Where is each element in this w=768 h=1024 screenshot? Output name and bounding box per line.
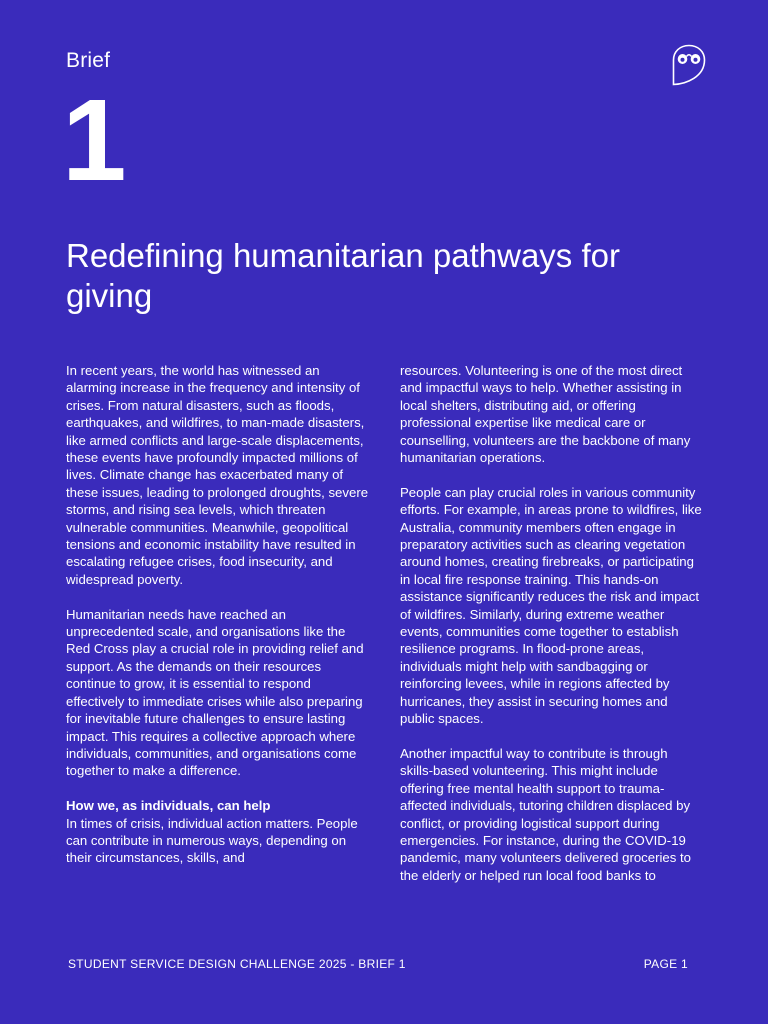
left-column — [66, 362, 370, 867]
section-subheading: How we, as individuals, can help — [66, 798, 271, 814]
page-title: Redefining humanitarian pathways for giving — [66, 237, 620, 314]
brief-label: Brief — [66, 49, 111, 72]
body-paragraph: In recent years, the world has witnessed an alarming increase in the frequency and intensity of crises. From natural disasters, such as floods, earthquakes, and wildfires, to man-made disasters, like armed conflicts and large-scale displacements, these events have profoundly impacted millions of lives. Climate change has exacerbated many of these issues, leading to prolonged droughts, severe storms, and rising sea levels, which threaten vulnerable communities. Meanwhile, geopolitical tensions and economic instability have resulted in escalating refugee crises, food insecurity, and widespread poverty. — [66, 363, 369, 587]
body-paragraph: resources. Volunteering is one of the most direct and impactful ways to help. Whether assisting in local shelters, distributing aid, or offering professional expertise like medical care or counselling, volunteers are the backbone of many humanitarian operations. — [400, 363, 691, 466]
footer-title: STUDENT SERVICE DESIGN CHALLENGE 2025 - BRIEF 1 — [68, 957, 406, 971]
brief-number: 1 — [62, 75, 127, 205]
right-column — [400, 362, 704, 884]
page-number: PAGE 1 — [643, 957, 688, 971]
body-paragraph: In times of crisis, individual action matters. People can contribute in numerous ways, depending on their circumstances, skills, and — [66, 815, 358, 866]
owl-icon — [672, 44, 706, 86]
body-paragraph: People can play crucial roles in various community efforts. For example, in areas prone to wildfires, like Australia, community members often engage in preparatory activities such as clearing vegetation around homes, creating firebreaks, or participating in local fire response training. This hands-on assistance significantly reduces the risk and impact of wildfires. Similarly, during extreme weather events, communities come together to establish resilience programs. In flood-prone areas, individuals might help with sandbagging or reinforcing levees, while in regions affected by hurricanes, they assist in securing homes and public spaces. — [400, 484, 702, 727]
body-paragraph: Humanitarian needs have reached an unprecedented scale, and organisations like the Red Cross play a crucial role in providing relief and support. As the demands on their resources continue to grow, it is essential to respond effectively to immediate crises while also preparing for inevitable future challenges to ensure lasting impact. This requires a collective approach where individuals, communities, and organisations come together to make a difference. — [66, 606, 364, 779]
body-paragraph: Another impactful way to contribute is through skills-based volunteering. This might include offering free mental health support to trauma-affected individuals, tutoring children displaced by conflict, or providing logistical support during emergencies. For instance, during the COVID-19 pandemic, many volunteers delivered groceries to the elderly or helped run local food banks to — [400, 745, 692, 883]
